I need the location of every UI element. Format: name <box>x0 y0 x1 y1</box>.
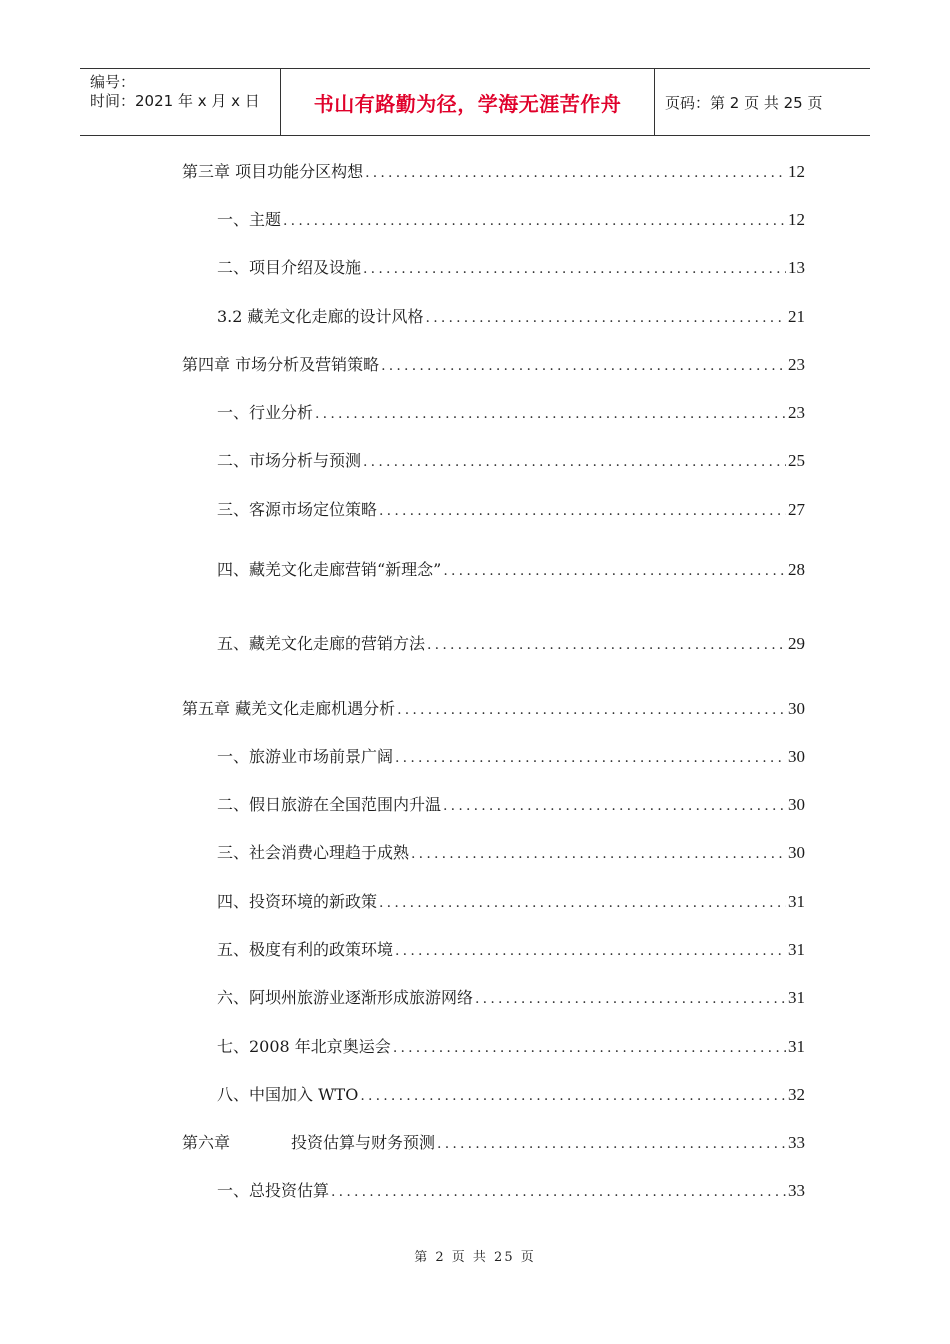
toc-entry[interactable] <box>217 449 805 473</box>
toc-entry[interactable] <box>182 1131 805 1155</box>
toc-leader-dots <box>331 1180 786 1204</box>
toc-entry-label: 一、行业分析 <box>217 403 314 422</box>
toc-leader-dots <box>443 794 786 818</box>
toc-entry-label: 七、2008 年北京奥运会 <box>217 1037 391 1056</box>
toc-entry-label: 六、阿坝州旅游业逐渐形成旅游网络 <box>217 988 474 1007</box>
toc-entry-page: 33 <box>788 1133 805 1152</box>
toc-entry-page: 23 <box>788 355 805 374</box>
toc-entry-label: 五、藏羌文化走廊的营销方法 <box>217 634 426 653</box>
number-label: 编号： <box>90 73 136 91</box>
toc-entry-label: 一、主题 <box>217 210 282 229</box>
toc-entry[interactable] <box>217 890 805 914</box>
toc-entry-page: 29 <box>788 634 805 653</box>
toc-entry[interactable] <box>217 558 805 582</box>
toc-entry[interactable] <box>217 1083 805 1107</box>
toc-entry[interactable] <box>217 401 805 425</box>
toc-entry-page: 12 <box>788 210 805 229</box>
toc-entry-label: 一、总投资估算 <box>217 1181 330 1200</box>
toc-leader-dots <box>379 499 786 523</box>
toc-entry-label: 3.2 藏羌文化走廊的设计风格 <box>217 307 424 326</box>
toc-leader-dots <box>365 161 786 185</box>
toc-entry-label: 第五章 藏羌文化走廊机遇分析 <box>182 699 396 718</box>
toc-leader-dots <box>283 209 786 233</box>
toc-leader-dots <box>379 891 786 915</box>
toc-entry-page: 31 <box>788 988 805 1007</box>
toc-entry-page: 30 <box>788 843 805 862</box>
date-label: 时间：2021 年 x 月 x 日 <box>90 92 260 110</box>
toc-entry-label: 四、投资环境的新政策 <box>217 892 378 911</box>
toc-leader-dots <box>426 306 786 330</box>
toc-entry-label: 五、极度有利的政策环境 <box>217 940 394 959</box>
toc-leader-dots <box>315 402 786 426</box>
toc-entry-page: 30 <box>788 747 805 766</box>
page-header <box>80 68 870 136</box>
toc-entry-label: 三、客源市场定位策略 <box>217 500 378 519</box>
toc-entry-page: 12 <box>788 162 805 181</box>
toc-entry-page: 25 <box>788 451 805 470</box>
header-page-info: 页码：第 2 页 共 25 页 <box>665 93 823 112</box>
toc-entry-page: 31 <box>788 892 805 911</box>
toc-entry[interactable] <box>217 841 805 865</box>
toc-entry-page: 23 <box>788 403 805 422</box>
toc-leader-dots <box>393 1036 786 1060</box>
toc-entry[interactable] <box>182 697 805 721</box>
toc-entry-page: 30 <box>788 795 805 814</box>
toc-entry[interactable] <box>217 1035 805 1059</box>
toc-entry[interactable] <box>217 256 805 280</box>
toc-entry[interactable] <box>182 160 805 184</box>
toc-leader-dots <box>443 559 786 583</box>
toc-entry-page: 30 <box>788 699 805 718</box>
toc-entry[interactable] <box>217 632 805 656</box>
toc-leader-dots <box>411 842 786 866</box>
toc-leader-dots <box>381 354 786 378</box>
toc-entry-page: 21 <box>788 307 805 326</box>
toc-entry-page: 32 <box>788 1085 805 1104</box>
toc-entry[interactable] <box>217 986 805 1010</box>
toc-leader-dots <box>363 450 786 474</box>
toc-entry-label: 二、市场分析与预测 <box>217 451 362 470</box>
toc-leader-dots <box>395 746 786 770</box>
toc-entry-label: 二、假日旅游在全国范围内升温 <box>217 795 442 814</box>
page-footer: 第 2 页 共 25 页 <box>414 1250 536 1265</box>
toc-leader-dots <box>397 698 786 722</box>
toc-entry-label: 二、项目介绍及设施 <box>217 258 362 277</box>
toc-entry-page: 31 <box>788 940 805 959</box>
toc-leader-dots <box>427 633 786 657</box>
toc-entry-page: 27 <box>788 500 805 519</box>
toc-entry-page: 28 <box>788 560 805 579</box>
toc-entry[interactable] <box>217 208 805 232</box>
toc-leader-dots <box>437 1132 786 1156</box>
toc-entry[interactable] <box>217 745 805 769</box>
header-meta <box>80 69 281 135</box>
toc-entry[interactable] <box>217 938 805 962</box>
toc-entry-page: 33 <box>788 1181 805 1200</box>
toc-entry-label: 三、社会消费心理趋于成熟 <box>217 843 410 862</box>
toc-leader-dots <box>363 257 786 281</box>
toc-leader-dots <box>475 987 786 1011</box>
toc-entry-label: 四、藏羌文化走廊营销“新理念” <box>217 560 442 579</box>
toc-entry[interactable] <box>217 1179 805 1203</box>
toc-entry[interactable] <box>217 305 805 329</box>
toc-entry[interactable] <box>217 793 805 817</box>
header-motto: 书山有路勤为径，学海无涯苦作舟 <box>281 69 655 135</box>
toc-entry-label: 第四章 市场分析及营销策略 <box>182 355 380 374</box>
toc-entry-label: 第三章 项目功能分区构想 <box>182 162 364 181</box>
toc-leader-dots <box>395 939 786 963</box>
toc-entry-page: 13 <box>788 258 805 277</box>
toc-leader-dots <box>360 1084 786 1108</box>
toc-entry-page: 31 <box>788 1037 805 1056</box>
toc-entry-label: 第六章 投资估算与财务预测 <box>182 1133 436 1152</box>
toc-entry[interactable] <box>182 353 805 377</box>
toc-entry-label: 八、中国加入 WTO <box>217 1085 359 1104</box>
toc-entry[interactable] <box>217 498 805 522</box>
toc-entry-label: 一、旅游业市场前景广阔 <box>217 747 394 766</box>
